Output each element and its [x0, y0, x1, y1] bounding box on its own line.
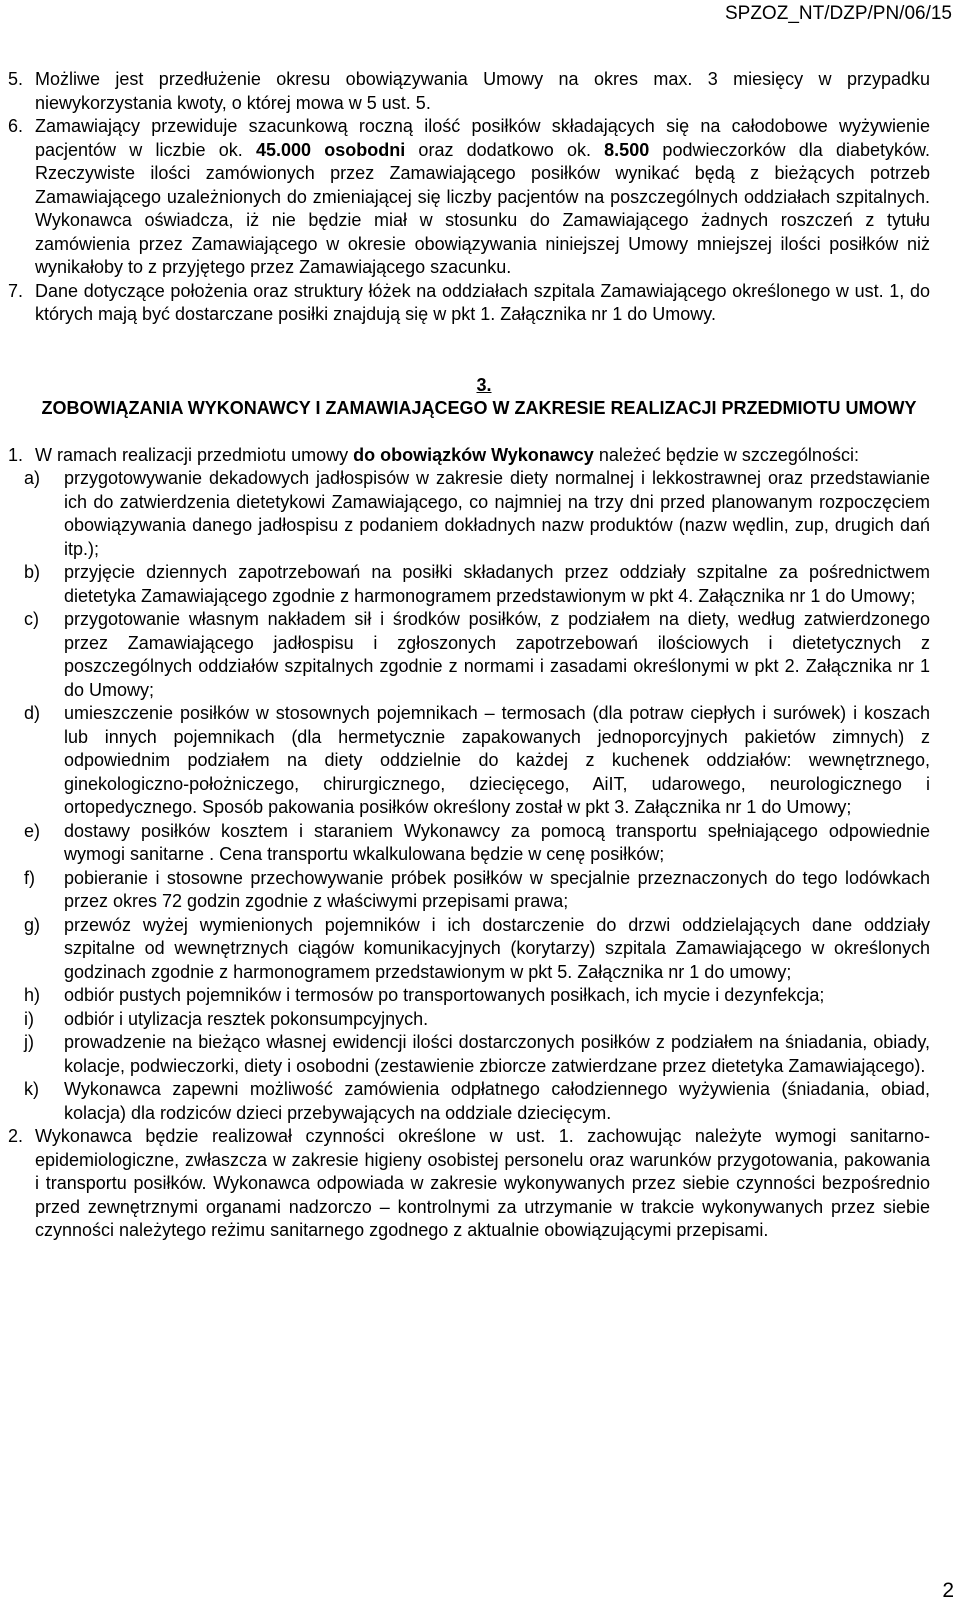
document-body [8, 68, 930, 1243]
bold-quantity-podwieczorki: 8.500 [604, 139, 650, 160]
document-reference: SPZOZ_NT/DZP/PN/06/15 [724, 3, 952, 24]
paragraph-7 [8, 280, 930, 327]
item-letter: k) [24, 1079, 39, 1099]
point-number: 1. [8, 444, 24, 465]
paragraph-number: 6. [8, 116, 24, 136]
point-2 [8, 1125, 930, 1243]
point-1 [8, 444, 930, 468]
item-letter: f) [24, 867, 35, 888]
bold-phrase: do obowiązków Wykonawcy [353, 444, 594, 465]
item-text: przewóz wyżej wymienionych pojemników i ich dostarczenie do drzwi oddzielających dane oddziały szpitalne od wewnętrznych ciągów komunikacyjnych (korytarzy) szpitala Zamawiającego w określonych godzinach zgodnie z harmonogramem przedstawionym w pkt 5. Załącznika nr 1 do umowy; [64, 914, 930, 982]
list-item-c [8, 608, 930, 702]
item-text: Wykonawca zapewni możliwość zamówienia odpłatnego całodziennego wyżywienia (śniadania, obiad, kolacja) dla rodziców dzieci przebywających na oddziale dziecięcym. [64, 1079, 930, 1123]
paragraph-text [35, 115, 930, 280]
list-item-i [8, 1008, 930, 1032]
item-text: odbiór i utylizacja resztek pokonsumpcyjnych. [64, 1008, 429, 1029]
list-item-f [8, 867, 930, 914]
list-item-g [8, 914, 930, 985]
point-number: 2. [8, 1126, 24, 1146]
list-item-k [8, 1078, 930, 1125]
item-letter: e) [24, 820, 41, 841]
item-letter: g) [24, 914, 41, 935]
item-text: przygotowywanie dekadowych jadłospisów w zakresie diety normalnej i lekkostrawnej oraz przedstawianie ich do zatwierdzenia dietetykowi Zamawiającego, co najmniej na trzy dni przed planowanym rozpoczęciem obowiązywania danego jadłospisu z podaniem dokładnych nazw produktów (nazw wędlin, zup, drugich dań itp.); [64, 468, 930, 559]
paragraph-text: Dane dotyczące położenia oraz struktury łóżek na oddziałach szpitala Zamawiającego określonego w ust. 1, do których mają być dostarczane posiłki znajdują się w pkt 1. Załącznika nr 1 do Umowy. [35, 280, 930, 324]
text-run: oraz dodatkowo ok. [405, 139, 605, 160]
obligations-list [8, 467, 930, 1125]
list-item-a [8, 467, 930, 561]
item-text: pobieranie i stosowne przechowywanie próbek posiłków w specjalnie przeznaczonych do tego lodówkach przez okres 72 godzin zgodnie z właściwymi przepisami prawa; [64, 867, 930, 911]
item-letter: b) [24, 562, 41, 582]
list-item-j [8, 1031, 930, 1078]
section-number: 3. [476, 374, 492, 395]
paragraph-6 [8, 115, 930, 280]
paragraph-5 [8, 68, 930, 115]
list-item-h [8, 984, 930, 1008]
item-letter: d) [24, 703, 41, 723]
item-letter: h) [24, 985, 41, 1005]
item-letter: j) [24, 1032, 34, 1052]
item-text: prowadzenie na bieżąco własnej ewidencji ilości dostarczonych posiłków z podziałem na śniadania, obiady, kolacje, podwieczorki, diety i osobodni (zestawienie zbiorcze zatwierdzane przez dietetyka Zamawiającego). [64, 1032, 930, 1076]
bold-quantity-osobodni: 45.000 osobodni [255, 139, 406, 160]
text-run: należeć będzie w szczególności: [593, 444, 859, 465]
item-letter: i) [24, 1008, 34, 1029]
paragraph-text: Możliwe jest przedłużenie okresu obowiązywania Umowy na okres max. 3 miesięcy w przypadku niewykorzystania kwoty, o której mowa w 5 ust. 5. [35, 69, 930, 113]
item-text: przygotowanie własnym nakładem sił i środków posiłków, z podziałem na diety, według zatwierdzonego przez Zamawiającego jadłospisu i zgłoszonych zapotrzebowań ilościowych i dietetycznych z poszczególnych oddziałów szpitalnych zgodnie z normami i zasadami określonymi w pkt 2. Załącznika nr 1 do Umowy; [64, 609, 930, 700]
item-text: odbiór pustych pojemników i termosów po transportowanych posiłkach, ich mycie i dezynfekcja; [64, 985, 825, 1005]
point-text: Wykonawca będzie realizował czynności określone w ust. 1. zachowując należyte wymogi sanitarno-epidemiologiczne, zwłaszcza w zakresie higieny osobistej personelu oraz warunków przygotowania, pakowania i transportu posiłków. Wykonawca odpowiada w zakresie wykonywanych przez siebie czynności bezpośrednio przed zewnętrznymi organami nadzorczo – kontrolnymi za utrzymanie w trakcie wykonywanych przez siebie czynności należytego reżimu sanitarnego zgodnego z aktualnie obowiązującymi przepisami. [35, 1126, 930, 1240]
paragraph-number: 5. [8, 69, 24, 89]
text-run: podwieczorków dla diabetyków. Rzeczywiste ilości zamówionych przez Zamawiającego posiłków wynikać będą z bieżących potrzeb Zamawiającego uzależnionych do zmieniającej się liczby pacjentów na poszczególnych oddziałach szpitalnych. Wykonawca oświadcza, iż nie będzie miał w stosunku do Zamawiającego żadnych roszczeń z tytułu zamówienia przez Zamawiającego w okresie obowiązywania niniejszej Umowy mniejszej ilości posiłków niż wynikałoby to z przyjętego przez Zamawiającego szacunku. [35, 139, 930, 277]
paragraph-number: 7. [8, 280, 24, 301]
text-run: W ramach realizacji przedmiotu umowy [35, 444, 354, 465]
list-item-b [8, 561, 930, 608]
item-text: dostawy posiłków kosztem i staraniem Wykonawcy za pomocą transportu spełniającego odpowiednie wymogi sanitarne . Cena transportu wkalkulowana będzie w cenę posiłków; [64, 820, 930, 864]
item-letter: c) [24, 609, 39, 629]
item-text: przyjęcie dziennych zapotrzebowań na posiłki składanych przez oddziały szpitalne za pośrednictwem dietetyka Zamawiającego zgodnie z harmonogramem przedstawionym w pkt 4. Załącznika nr 1 do Umowy; [64, 562, 930, 606]
section-title: ZOBOWIĄZANIA WYKONAWCY I ZAMAWIAJĄCEGO W ZAKRESIE REALIZACJI PRZEDMIOTU UMOWY [41, 398, 917, 418]
text-run: Zamawiający przewiduje szacunkową roczną ilość posiłków składających się na całodobowe wyżywienie pacjentów w liczbie ok. [35, 116, 930, 160]
list-item-e [8, 820, 930, 867]
item-letter: a) [24, 468, 41, 488]
list-item-d [8, 702, 930, 820]
point-intro [35, 444, 930, 468]
item-text: umieszczenie posiłków w stosownych pojemnikach – termosach (dla potraw ciepłych i surówek) i koszach lub innych pojemnikach (dla hermetycznie zapakowanych jednoporcyjnych pakietów zimnych) z odpowiednim podziałem na diety oddzielnie do każdej z kuchenek oddziałów: wewnętrznego, ginekologiczno-położniczego, chirurgicznego, dziecięcego, AiIT, udarowego, neurologicznego i ortopedycznego. Sposób pakowania posiłków określony został w pkt 3. Załącznika nr 1 do Umowy; [64, 703, 930, 817]
page-number: 2 [942, 1579, 954, 1602]
